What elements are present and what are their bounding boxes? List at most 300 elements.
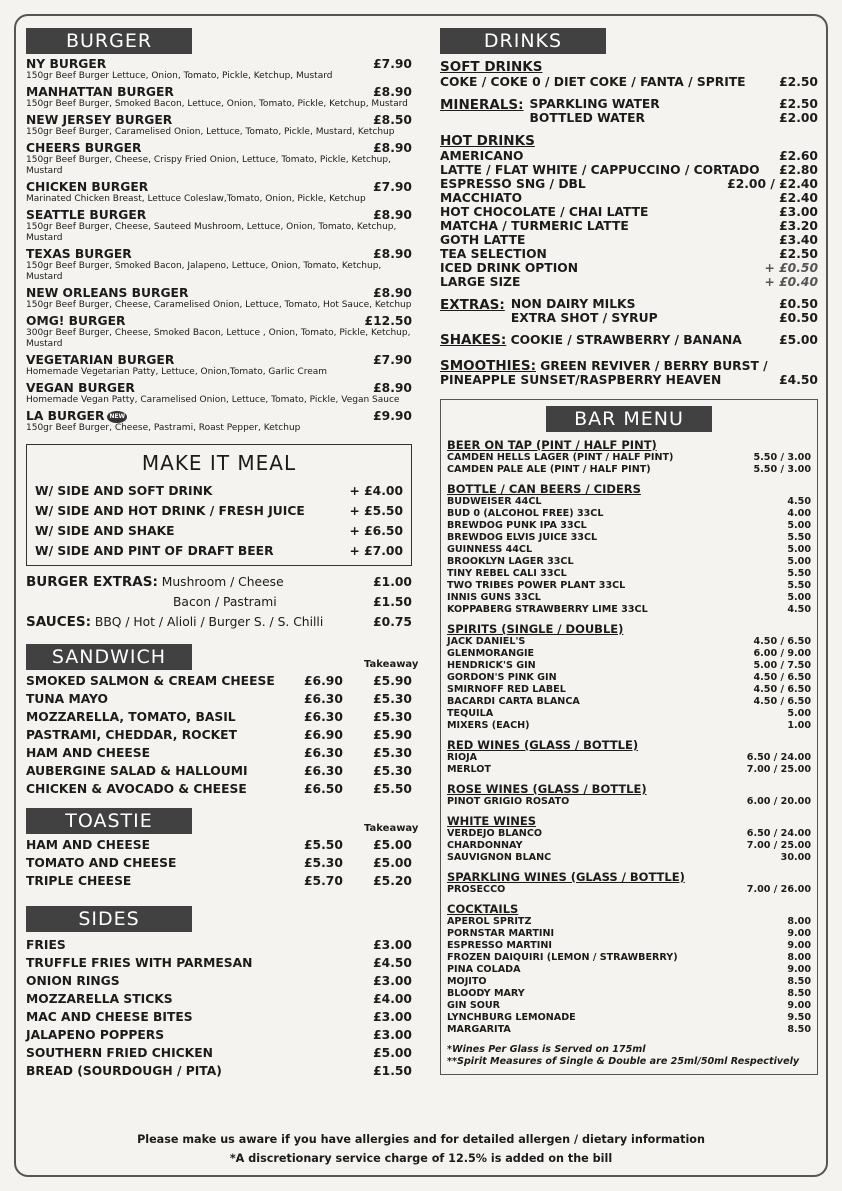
side-item xyxy=(26,1044,412,1062)
bar-item xyxy=(447,672,811,684)
bar-item xyxy=(447,828,811,840)
drink-extra-item xyxy=(511,311,818,325)
drink-extras-label: EXTRAS: xyxy=(440,297,505,313)
burger-price: £9.90 xyxy=(373,409,412,423)
toastie-item-name: TOMATO AND CHEESE xyxy=(26,856,177,870)
bar-item-price: 5.00 xyxy=(787,556,811,567)
burger-item-row xyxy=(26,354,412,367)
bar-item xyxy=(447,636,811,648)
toastie-item-name: HAM AND CHEESE xyxy=(26,838,150,852)
bar-item-name: TWO TRIBES POWER PLANT 33CL xyxy=(447,580,626,591)
toastie-item xyxy=(26,836,412,854)
sandwich-item-takeaway-price: £5.90 xyxy=(373,674,412,688)
meal-option xyxy=(35,541,403,561)
sandwich-list xyxy=(26,672,412,798)
hot-drink-name: AMERICANO xyxy=(440,149,524,163)
burger-extras-row-2 xyxy=(26,592,412,612)
burger-item xyxy=(26,354,412,378)
sandwich-item-name: PASTRAMI, CHEDDAR, ROCKET xyxy=(26,728,237,742)
sandwich-item-price: £6.90 xyxy=(304,728,343,742)
bar-item-name: CAMDEN HELLS LAGER (PINT / HALF PINT) xyxy=(447,452,674,463)
bar-item-name: HENDRICK'S GIN xyxy=(447,660,536,671)
bar-item xyxy=(447,952,811,964)
sides-list xyxy=(26,936,412,1080)
burger-item-row xyxy=(26,410,412,423)
sandwich-item-price: £6.30 xyxy=(304,764,343,778)
bar-item-name: GIN SOUR xyxy=(447,1000,501,1011)
sandwich-item-name: SMOKED SALMON & CREAM CHEESE xyxy=(26,674,275,688)
minerals-list xyxy=(530,97,818,125)
bar-item-name: SMIRNOFF RED LABEL xyxy=(447,684,566,695)
sandwich-item xyxy=(26,744,412,762)
bar-item-name: PINA COLADA xyxy=(447,964,521,975)
sauces-label: SAUCES: xyxy=(26,614,91,630)
bar-item-price: 4.50 / 6.50 xyxy=(753,696,811,707)
bar-section-title: BOTTLE / CAN BEERS / CIDERS xyxy=(447,482,641,496)
toastie-list xyxy=(26,836,412,890)
drink-extra-item xyxy=(511,297,818,311)
bar-notes xyxy=(447,1044,811,1068)
meal-option-price: + £4.00 xyxy=(349,484,403,498)
sandwich-item-takeaway-price: £5.30 xyxy=(373,692,412,706)
meal-option-name: W/ SIDE AND SOFT DRINK xyxy=(35,484,213,498)
burger-name-wrap xyxy=(26,248,132,261)
bar-menu-box xyxy=(440,399,818,1075)
side-item xyxy=(26,954,412,972)
smoothies-label: SMOOTHIES: xyxy=(440,358,536,374)
sandwich-header xyxy=(26,644,419,670)
bar-item-price: 8.50 xyxy=(787,976,811,987)
toastie-takeaway-label: Takeaway xyxy=(364,823,419,834)
bar-item-price: 4.50 xyxy=(787,496,811,507)
burger-name-wrap xyxy=(26,114,172,127)
hot-drink-item xyxy=(440,163,818,177)
bar-item-price: 7.00 / 26.00 xyxy=(746,884,811,895)
hot-drink-item xyxy=(440,261,818,275)
bar-item-name: CAMDEN PALE ALE (PINT / HALF PINT) xyxy=(447,464,651,475)
burger-name-wrap xyxy=(26,181,148,194)
bar-section-title: WHITE WINES xyxy=(447,814,537,828)
toastie-item-price: £5.50 xyxy=(304,838,343,852)
side-item xyxy=(26,1026,412,1044)
bar-section-title: BEER ON TAP (PINT / HALF PINT) xyxy=(447,438,657,452)
mineral-name: SPARKLING WATER xyxy=(529,97,660,111)
burger-item-row xyxy=(26,142,412,155)
bar-item-name: BACARDI CARTA BLANCA xyxy=(447,696,580,707)
bar-item-price: 5.00 xyxy=(787,520,811,531)
bar-item xyxy=(447,592,811,604)
bar-item-price: 8.50 xyxy=(787,988,811,999)
bar-item xyxy=(447,568,811,580)
hot-drink-price: £3.40 xyxy=(779,233,818,247)
meal-option-name: W/ SIDE AND SHAKE xyxy=(35,524,175,538)
burger-item-row xyxy=(26,114,412,127)
bar-section-title: RED WINES (GLASS / BOTTLE) xyxy=(447,738,639,752)
bar-item xyxy=(447,1024,811,1036)
burger-name: NY BURGER xyxy=(26,57,107,71)
bar-item-price: 6.50 / 24.00 xyxy=(746,828,811,839)
bar-item xyxy=(447,520,811,532)
bar-section xyxy=(447,902,811,1036)
side-item-price: £3.00 xyxy=(373,1010,412,1024)
sandwich-heading: SANDWICH xyxy=(26,644,192,670)
sandwich-item-takeaway-price: £5.50 xyxy=(373,782,412,796)
hot-drink-item xyxy=(440,191,818,205)
bar-item xyxy=(447,508,811,520)
burger-item-row xyxy=(26,209,412,222)
side-item xyxy=(26,1062,412,1080)
bar-item xyxy=(447,764,811,776)
hot-drink-name: ICED DRINK OPTION xyxy=(440,261,579,275)
smoothies-row-1 xyxy=(440,359,818,373)
side-item-name: SOUTHERN FRIED CHICKEN xyxy=(26,1046,213,1060)
meal-option-name: W/ SIDE AND HOT DRINK / FRESH JUICE xyxy=(35,504,305,518)
hot-drink-name: GOTH LATTE xyxy=(440,233,526,247)
new-badge: NEW xyxy=(107,411,127,423)
bar-item-price: 7.00 / 25.00 xyxy=(746,840,811,851)
bar-item-price: 7.00 / 25.00 xyxy=(746,764,811,775)
toastie-heading: TOASTIE xyxy=(26,808,192,834)
hot-drink-name: LATTE / FLAT WHITE / CAPPUCCINO / CORTADO xyxy=(440,163,760,177)
burger-price: £7.90 xyxy=(373,353,412,367)
bar-item-name: PINOT GRIGIO ROSATO xyxy=(447,796,570,807)
hot-drink-price: £3.00 xyxy=(779,205,818,219)
bar-item-price: 6.00 / 9.00 xyxy=(753,648,811,659)
bar-item-price: 5.00 xyxy=(787,708,811,719)
bar-item-name: RIOJA xyxy=(447,752,478,763)
bar-section xyxy=(447,782,811,808)
bar-item-name: ESPRESSO MARTINI xyxy=(447,940,552,951)
burger-name: OMG! BURGER xyxy=(26,314,126,328)
bar-item-price: 9.00 xyxy=(787,940,811,951)
meal-option-name: W/ SIDE AND PINT OF DRAFT BEER xyxy=(35,544,274,558)
burger-name: MANHATTAN BURGER xyxy=(26,85,174,99)
side-item-price: £1.50 xyxy=(373,1064,412,1078)
hot-drink-name: HOT CHOCOLATE / CHAI LATTE xyxy=(440,205,649,219)
mineral-price: £2.50 xyxy=(779,97,818,111)
bar-item-name: INNIS GUNS 33CL xyxy=(447,592,541,603)
burger-price: £7.90 xyxy=(373,180,412,194)
bar-item-name: FROZEN DAIQUIRI (LEMON / STRAWBERRY) xyxy=(447,952,678,963)
sandwich-item-price: £6.50 xyxy=(304,782,343,796)
bar-item-price: 5.00 xyxy=(787,592,811,603)
smoothies-items-1: GREEN REVIVER / BERRY BURST / xyxy=(540,359,768,373)
burger-price: £7.90 xyxy=(373,57,412,71)
sandwich-item xyxy=(26,780,412,798)
bar-item xyxy=(447,684,811,696)
drink-extra-price: £0.50 xyxy=(779,311,818,325)
side-item-name: MAC AND CHEESE BITES xyxy=(26,1010,193,1024)
hot-drink-item xyxy=(440,149,818,163)
burger-price: £8.90 xyxy=(373,286,412,300)
wine-note: *Wines Per Glass is Served on 175ml xyxy=(447,1044,646,1055)
burger-description: 150gr Beef Burger, Smoked Bacon, Lettuce, Onion, Tomato, Pickle, Ketchup, Mustard xyxy=(26,99,408,109)
burger-price: £8.90 xyxy=(373,247,412,261)
sauces-price: £0.75 xyxy=(373,615,412,629)
burger-item xyxy=(26,248,412,283)
toastie-item-takeaway-price: £5.00 xyxy=(373,838,412,852)
sandwich-item-name: AUBERGINE SALAD & HALLOUMI xyxy=(26,764,248,778)
hot-drink-name: MATCHA / TURMERIC LATTE xyxy=(440,219,629,233)
side-item-name: JALAPENO POPPERS xyxy=(26,1028,165,1042)
smoothies-items-2: PINEAPPLE SUNSET/RASPBERRY HEAVEN xyxy=(440,373,722,387)
hot-drink-item xyxy=(440,275,818,289)
meal-option-price: + £7.00 xyxy=(349,544,403,558)
bar-item-price: 9.00 xyxy=(787,928,811,939)
hot-drink-price: £2.50 xyxy=(779,247,818,261)
bar-item-name: PROSECCO xyxy=(447,884,506,895)
bar-item-name: VERDEJO BLANCO xyxy=(447,828,543,839)
smoothies-row-2 xyxy=(440,373,818,387)
soft-drinks-label: SOFT DRINKS xyxy=(440,59,543,75)
burger-extras-1: Mushroom / Cheese xyxy=(161,575,284,589)
bar-item xyxy=(447,544,811,556)
bar-section xyxy=(447,814,811,864)
burger-extras-2-price: £1.50 xyxy=(373,595,412,609)
burger-name-wrap xyxy=(26,354,174,367)
minerals-block xyxy=(440,97,818,125)
left-column xyxy=(26,28,419,1080)
burger-description: Homemade Vegetarian Patty, Lettuce, Onion,Tomato, Garlic Cream xyxy=(26,367,328,377)
burger-item xyxy=(26,315,412,350)
bar-item-name: TINY REBEL CALI 33CL xyxy=(447,568,567,579)
toastie-header xyxy=(26,808,419,834)
burger-item xyxy=(26,58,412,82)
sandwich-item-name: MOZZARELLA, TOMATO, BASIL xyxy=(26,710,236,724)
bar-item-price: 8.00 xyxy=(787,916,811,927)
hot-drink-price: £3.20 xyxy=(779,219,818,233)
bar-item-price: 4.50 / 6.50 xyxy=(753,672,811,683)
hot-drink-item xyxy=(440,219,818,233)
mineral-item xyxy=(530,111,818,125)
burger-price: £8.90 xyxy=(373,208,412,222)
bar-item-price: 5.50 xyxy=(787,580,811,591)
burger-description: 150gr Beef Burger, Cheese, Sauteed Mushroom, Lettuce, Onion, Tomato, Ketchup, Mustard xyxy=(26,222,397,243)
burger-item-row xyxy=(26,86,412,99)
bar-item-price: 9.00 xyxy=(787,964,811,975)
bar-item-name: MERLOT xyxy=(447,764,491,775)
smoothies-price: £4.50 xyxy=(779,373,818,387)
bar-item-name: BUDWEISER 44CL xyxy=(447,496,542,507)
burger-item-row xyxy=(26,382,412,395)
burger-name-wrap xyxy=(26,410,127,423)
sandwich-takeaway-label: Takeaway xyxy=(364,659,419,670)
bar-item xyxy=(447,708,811,720)
soft-drinks-items: COKE / COKE 0 / DIET COKE / FANTA / SPRITE xyxy=(440,75,746,89)
burger-description: 300gr Beef Burger, Cheese, Smoked Bacon, Lettuce , Onion, Tomato, Pickle, Ketchup, Mustard xyxy=(26,328,411,349)
soft-drinks-block xyxy=(440,59,818,89)
toastie-item-takeaway-price: £5.00 xyxy=(373,856,412,870)
bar-item-name: SAUVIGNON BLANC xyxy=(447,852,552,863)
bar-item xyxy=(447,496,811,508)
burger-extras-1-price: £1.00 xyxy=(373,575,412,589)
hot-drink-name: MACCHIATO xyxy=(440,191,523,205)
drink-extras-list xyxy=(511,297,818,325)
burger-item xyxy=(26,114,412,138)
mineral-name: BOTTLED WATER xyxy=(529,111,645,125)
drink-extras-block xyxy=(440,297,818,325)
bar-item xyxy=(447,928,811,940)
meal-option-price: + £6.50 xyxy=(349,524,403,538)
toastie-item-takeaway-price: £5.20 xyxy=(373,874,412,888)
sandwich-item xyxy=(26,708,412,726)
toastie-item-price: £5.30 xyxy=(304,856,343,870)
hot-drink-price: £2.40 xyxy=(779,191,818,205)
burger-item xyxy=(26,181,412,205)
burger-item xyxy=(26,382,412,406)
shakes-row xyxy=(440,333,818,347)
bar-section-title: SPARKLING WINES (GLASS / BOTTLE) xyxy=(447,870,685,884)
sandwich-item-price: £6.30 xyxy=(304,746,343,760)
burger-description: 150gr Beef Burger, Caramelised Onion, Lettuce, Tomato, Pickle, Mustard, Ketchup xyxy=(26,127,395,137)
bar-item-name: TEQUILA xyxy=(447,708,494,719)
side-item-price: £5.00 xyxy=(373,1046,412,1060)
side-item xyxy=(26,972,412,990)
meal-list xyxy=(35,481,403,561)
side-item-price: £4.00 xyxy=(373,992,412,1006)
side-item-price: £3.00 xyxy=(373,938,412,952)
burger-description: 150gr Beef Burger, Cheese, Caramelised Onion, Lettuce, Tomato, Hot Sauce, Ketchup xyxy=(26,300,412,310)
burger-list xyxy=(26,58,412,434)
bar-item xyxy=(447,660,811,672)
burger-name: TEXAS BURGER xyxy=(26,247,132,261)
bar-item-price: 8.00 xyxy=(787,952,811,963)
bar-item xyxy=(447,648,811,660)
burger-extras-label: BURGER EXTRAS: xyxy=(26,574,158,590)
burger-item xyxy=(26,287,412,311)
burger-price: £8.90 xyxy=(373,381,412,395)
burger-extras-2: Bacon / Pastrami xyxy=(173,595,277,609)
bar-item xyxy=(447,964,811,976)
bar-item xyxy=(447,464,811,476)
burger-item xyxy=(26,209,412,244)
allergy-notice: Please make us aware if you have allergies and for detailed allergen / dietary information xyxy=(137,1133,705,1146)
bar-section xyxy=(447,482,811,616)
bar-item xyxy=(447,752,811,764)
bar-item-price: 4.50 xyxy=(787,604,811,615)
burger-name: VEGAN BURGER xyxy=(26,381,135,395)
bar-item xyxy=(447,720,811,732)
sandwich-item-name: HAM AND CHEESE xyxy=(26,746,150,760)
minerals-label: MINERALS: xyxy=(440,97,524,113)
bar-menu-heading: BAR MENU xyxy=(546,406,712,432)
burger-name: CHICKEN BURGER xyxy=(26,180,149,194)
drinks-heading: DRINKS xyxy=(440,28,606,54)
burger-name: LA BURGER xyxy=(26,409,105,423)
burger-price: £8.50 xyxy=(373,113,412,127)
bar-item xyxy=(447,884,811,896)
burger-item xyxy=(26,86,412,110)
burger-description: 150gr Beef Burger, Cheese, Crispy Fried Onion, Lettuce, Tomato, Pickle, Ketchup, Mustard xyxy=(26,155,391,176)
burger-item-row xyxy=(26,315,412,328)
burger-name-wrap xyxy=(26,287,188,300)
toastie-item xyxy=(26,854,412,872)
bar-item-price: 5.00 xyxy=(787,544,811,555)
side-item xyxy=(26,990,412,1008)
drink-extra-name: NON DAIRY MILKS xyxy=(510,297,636,311)
bar-item-name: LYNCHBURG LEMONADE xyxy=(447,1012,576,1023)
soft-drinks-price: £2.50 xyxy=(779,75,818,89)
burger-price: £8.90 xyxy=(373,85,412,99)
toastie-item xyxy=(26,872,412,890)
burger-item-row xyxy=(26,181,412,194)
bar-item-name: MIXERS (EACH) xyxy=(447,720,530,731)
burger-name: VEGETARIAN BURGER xyxy=(26,353,175,367)
burger-description: 150gr Beef Burger, Cheese, Pastrami, Roast Pepper, Ketchup xyxy=(26,423,301,433)
sandwich-item-takeaway-price: £5.30 xyxy=(373,710,412,724)
bar-item xyxy=(447,988,811,1000)
drink-extra-name: EXTRA SHOT / SYRUP xyxy=(510,311,658,325)
burger-price: £12.50 xyxy=(364,314,412,328)
sandwich-item-name: TUNA MAYO xyxy=(26,692,108,706)
sandwich-item xyxy=(26,762,412,780)
sauces-list: BBQ / Hot / Alioli / Burger S. / S. Chilli xyxy=(94,615,324,629)
sandwich-item-price: £6.90 xyxy=(304,674,343,688)
hot-drink-price: £2.00 / £2.40 xyxy=(727,177,818,191)
make-it-meal-box xyxy=(26,444,412,566)
burger-heading: BURGER xyxy=(26,28,192,54)
side-item-name: MOZZARELLA STICKS xyxy=(26,992,173,1006)
hot-drink-item xyxy=(440,205,818,219)
bar-item-name: GUINNESS 44CL xyxy=(447,544,533,555)
bar-item-name: BROOKLYN LAGER 33CL xyxy=(447,556,574,567)
burger-item xyxy=(26,142,412,177)
bar-item-price: 5.00 / 7.50 xyxy=(753,660,811,671)
bar-menu-list xyxy=(447,438,811,1036)
bar-item xyxy=(447,940,811,952)
sandwich-item xyxy=(26,726,412,744)
bar-item xyxy=(447,916,811,928)
sides-heading: SIDES xyxy=(26,906,192,932)
bar-item xyxy=(447,604,811,616)
burger-price: £8.90 xyxy=(373,141,412,155)
smoothies-block xyxy=(440,359,818,387)
side-item-name: ONION RINGS xyxy=(26,974,120,988)
sandwich-item-takeaway-price: £5.30 xyxy=(373,746,412,760)
meal-option xyxy=(35,481,403,501)
hot-drink-price: + £0.50 xyxy=(764,261,818,275)
bar-item-name: BLOODY MARY xyxy=(447,988,525,999)
mineral-item xyxy=(530,97,818,111)
side-item xyxy=(26,936,412,954)
sandwich-item-price: £6.30 xyxy=(304,710,343,724)
side-item-price: £3.00 xyxy=(373,1028,412,1042)
bar-item-price: 5.50 xyxy=(787,532,811,543)
bar-item xyxy=(447,976,811,988)
make-it-meal-title: MAKE IT MEAL xyxy=(141,451,297,475)
side-item-name: TRUFFLE FRIES WITH PARMESAN xyxy=(26,956,253,970)
service-charge-notice: *A discretionary service charge of 12.5% is added on the bill xyxy=(229,1152,613,1165)
side-item-price: £3.00 xyxy=(373,974,412,988)
burger-name: NEW ORLEANS BURGER xyxy=(26,286,189,300)
bar-item xyxy=(447,840,811,852)
bar-item xyxy=(447,796,811,808)
burger-name-wrap xyxy=(26,382,135,395)
hot-drink-name: LARGE SIZE xyxy=(440,275,521,289)
bar-item-name: BREWDOG PUNK IPA 33CL xyxy=(447,520,587,531)
bar-item xyxy=(447,1000,811,1012)
bar-item xyxy=(447,580,811,592)
burger-name-wrap xyxy=(26,209,146,222)
hot-drink-name: TEA SELECTION xyxy=(440,247,547,261)
hot-drink-price: £2.80 xyxy=(779,163,818,177)
drink-extra-price: £0.50 xyxy=(779,297,818,311)
sandwich-item-name: CHICKEN & AVOCADO & CHEESE xyxy=(26,782,247,796)
bar-item xyxy=(447,696,811,708)
sandwich-item xyxy=(26,690,412,708)
bar-section xyxy=(447,622,811,732)
shakes-items: COOKIE / STRAWBERRY / BANANA xyxy=(510,333,742,347)
